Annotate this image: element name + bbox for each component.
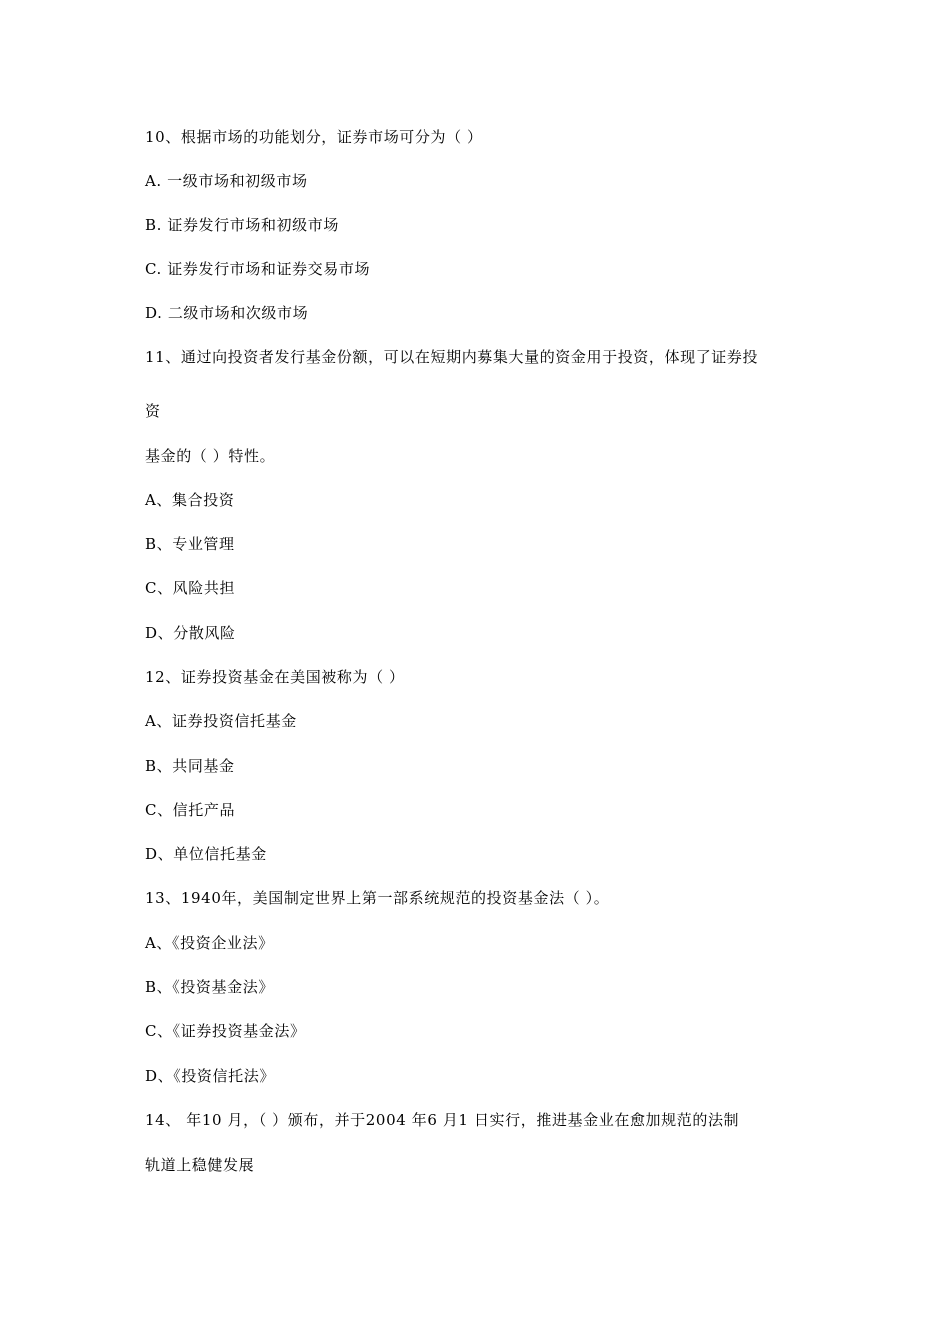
question-13-option-a: A、《投资企业法》 xyxy=(145,934,274,952)
question-11-option-d: D、分散风险 xyxy=(145,624,236,642)
question-10-option-d: D. 二级市场和次级市场 xyxy=(145,304,309,322)
question-11-option-a: A、集合投资 xyxy=(145,491,235,509)
question-11-stem-line-1: 11、通过向投资者发行基金份额，可以在短期内募集大量的资金用于投资，体现了证券投 xyxy=(145,348,759,366)
question-11-option-c: C、风险共担 xyxy=(145,579,236,597)
question-10-option-a: A. 一级市场和初级市场 xyxy=(145,172,308,190)
question-12-stem: 12、证券投资基金在美国被称为（ ） xyxy=(145,668,405,686)
question-12-option-d: D、单位信托基金 xyxy=(145,845,267,863)
question-10-option-c: C. 证券发行市场和证券交易市场 xyxy=(145,260,371,278)
question-13-stem: 13、1940年，美国制定世界上第一部系统规范的投资基金法（ ）。 xyxy=(145,889,610,907)
question-11-option-b: B、专业管理 xyxy=(145,535,235,553)
question-11-stem-line-2: 资 xyxy=(145,402,161,420)
question-13-option-c: C、《证券投资基金法》 xyxy=(145,1022,306,1040)
question-12-option-b: B、共同基金 xyxy=(145,757,235,775)
question-10-option-b: B. 证券发行市场和初级市场 xyxy=(145,216,339,234)
question-14-stem-line-2: 轨道上稳健发展 xyxy=(145,1156,255,1174)
question-12-option-a: A、证券投资信托基金 xyxy=(145,712,297,730)
question-14-stem-line-1: 14、 年10 月，（ ）颁布，并于2004 年6 月1 日实行，推进基金业在愈加规范的法制 xyxy=(145,1111,740,1129)
question-13-option-b: B、《投资基金法》 xyxy=(145,978,274,996)
question-10-stem: 10、根据市场的功能划分，证券市场可分为（ ） xyxy=(145,128,483,146)
question-11-stem-line-3: 基金的（ ）特性。 xyxy=(145,447,276,465)
question-13-option-d: D、《投资信托法》 xyxy=(145,1067,275,1085)
question-12-option-c: C、信托产品 xyxy=(145,801,236,819)
